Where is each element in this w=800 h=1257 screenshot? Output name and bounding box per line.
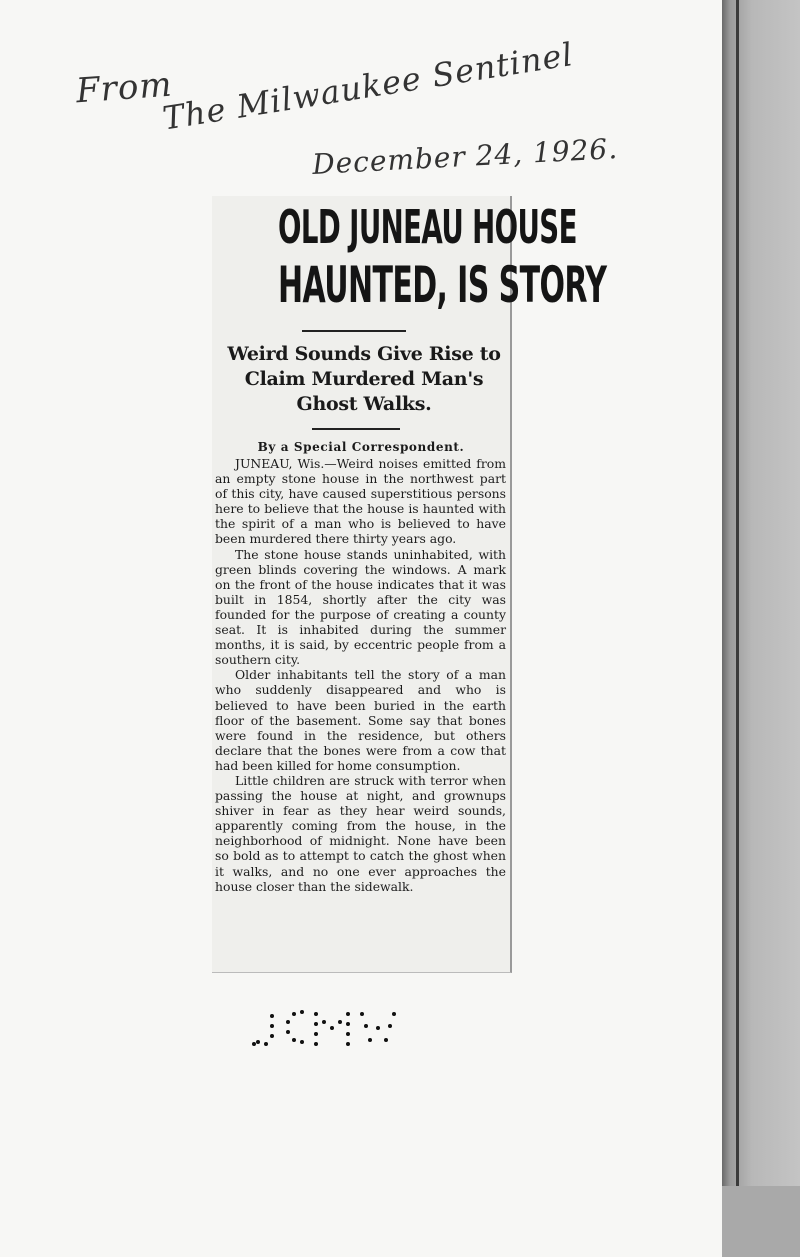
headline-line-1: OLD JUNEAU HOUSE: [278, 200, 577, 254]
headline-rule: [302, 330, 406, 332]
article-paragraph-3: Older inhabitants tell the story of a man who suddenly disappeared and who is believed to have been buried in the earth floor of the basement. Some say that bones were found in the residence, but others declare that the bones were from a cow that had been killed for home consumption.: [215, 667, 506, 773]
perforation-dots: [250, 1006, 410, 1056]
byline: By a Special Correspondent.: [257, 440, 465, 454]
article-paragraph-2: The stone house stands uninhabited, with green blinds covering the windows. A mark on the front of the house indicates that it was built in 1854, shortly after the city was founded for the purpose of creating a county seat. It is inhabited during the summer months, it is said, by eccentric people from a southern city.: [215, 546, 506, 668]
subheadline: [222, 342, 506, 417]
perforated-stamp-text: [250, 1006, 251, 1007]
newspaper-clipping: [212, 196, 607, 973]
perforated-stamp: [250, 1006, 410, 1056]
subheadline-line-1: Weird Sounds Give Rise to: [227, 343, 501, 365]
deck-rule: [312, 428, 400, 430]
handwritten-date: December 24, 1926.: [311, 132, 619, 181]
scanner-edge: [722, 0, 800, 1257]
handwritten-from: From: [74, 64, 174, 112]
headline-line-2: HAUNTED, IS STORY: [278, 256, 607, 314]
scanner-edge-line: [736, 0, 739, 1257]
scanner-edge-band: [722, 1186, 800, 1257]
article-body: [215, 456, 506, 894]
article-paragraph-4: Little children are struck with terror when passing the house at night, and grownups shiver in fear as they hear weird sounds, apparently coming from the house, in the neighborhood of midnight. None have been so bold as to attempt to catch the ghost when it walks, and no one ever approaches the house closer than the sidewalk.: [215, 772, 506, 894]
subheadline-line-3: Ghost Walks.: [296, 393, 432, 415]
article-paragraph-1: JUNEAU, Wis.—Weird noises emitted from an empty stone house in the northwest part of this city, have caused superstitious persons here to believe that the house is haunted with the spirit of a man who is believed to have been murdered there thirty years ago.: [215, 456, 506, 547]
subheadline-line-2: Claim Murdered Man's: [244, 368, 484, 390]
handwritten-newspaper-name: The Milwaukee Sentinel: [160, 35, 576, 138]
